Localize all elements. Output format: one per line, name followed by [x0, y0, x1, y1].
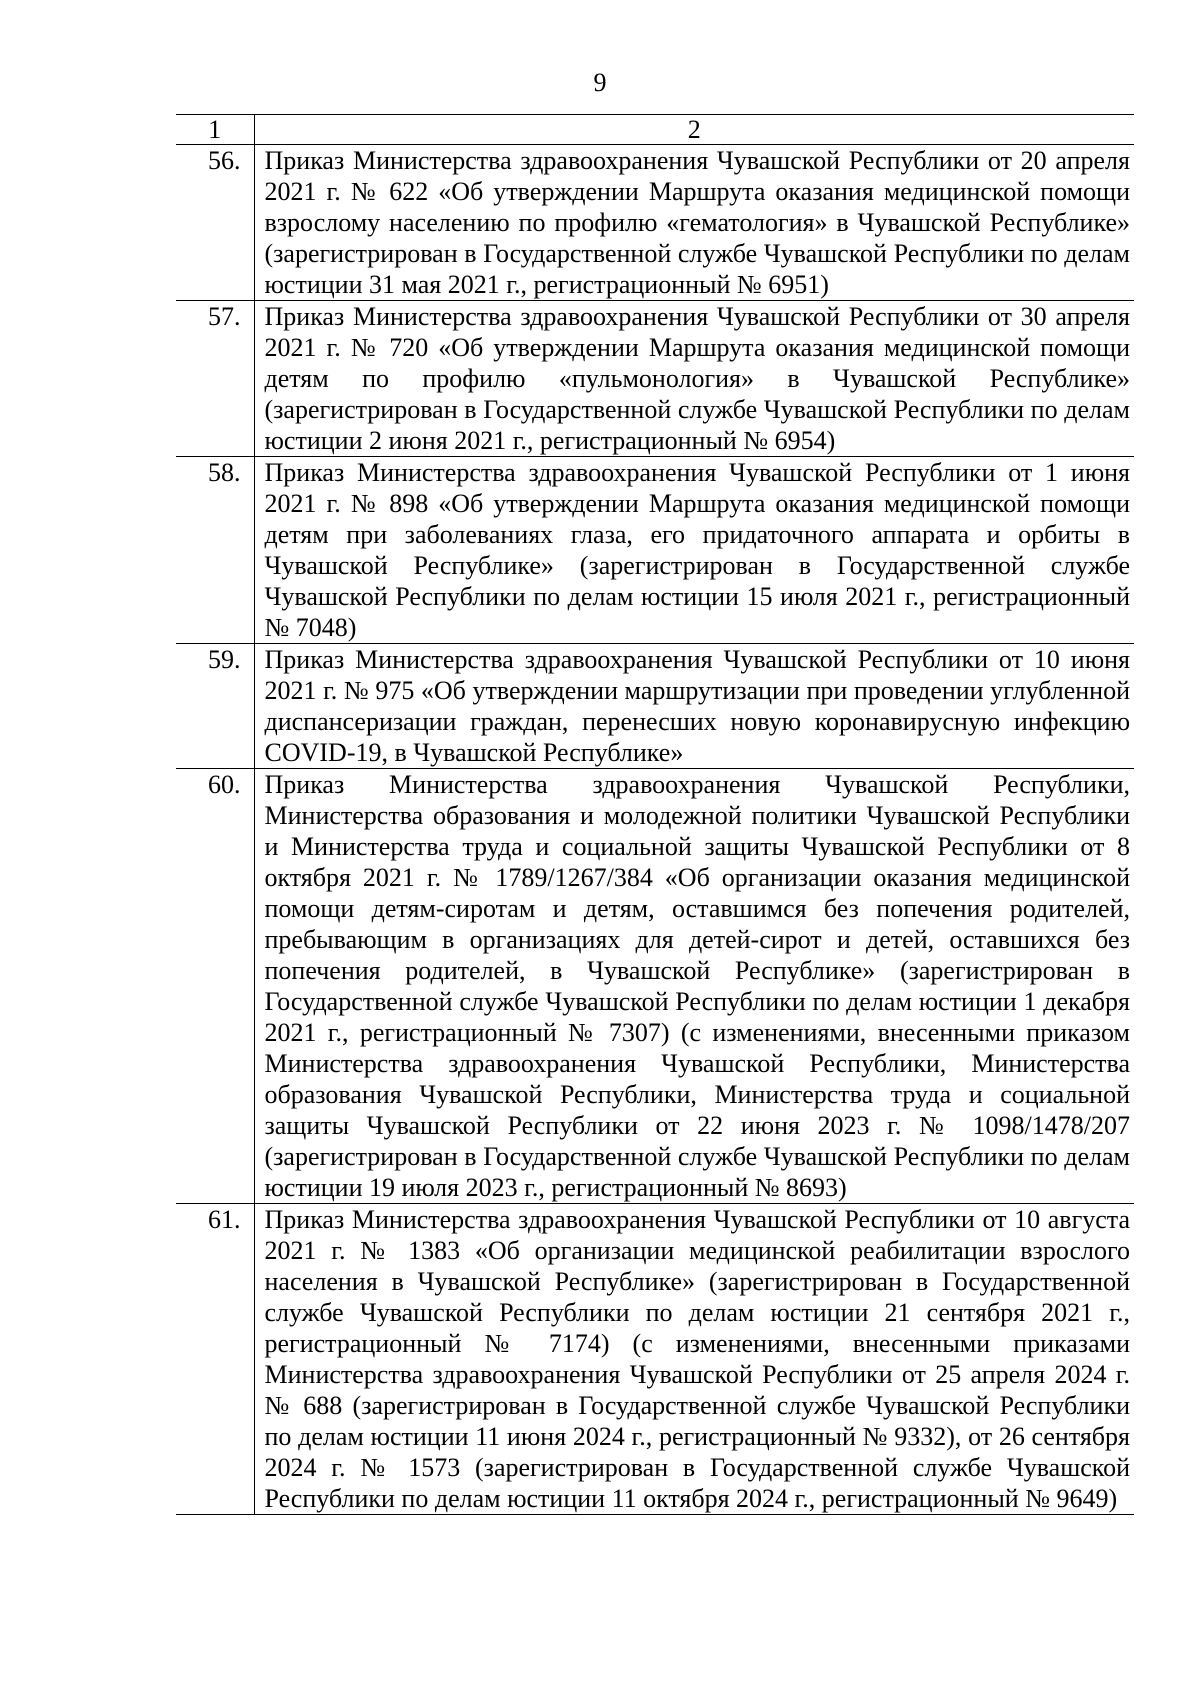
table-row [176, 301, 1134, 457]
row-text: Приказ Министерства здравоохранения Чувашской Республики от 30 апреля 2021 г. № 720 «Об утверждении Маршрута оказания медицинской помощи детям по профилю «пульмонология» в Чувашской Республике» (зарегистрирован в Государственной службе Чувашской Республики по делам юстиции 2 июня 2021 г., регистрационный № 6954) [254, 301, 1134, 457]
row-text: Приказ Министерства здравоохранения Чувашской Республики, Министерства образования и молодежной политики Чувашской Республики и Министерства труда и социальной защиты Чувашской Республики от 8 октября 2021 г. № 1789/1267/384 «Об организации оказания медицинской помощи детям-сиротам и детям, оставшимся без попечения родителей, пребывающим в организациях для детей-сирот и детей, оставшихся без попечения родителей, в Чувашской Республике» (зарегистрирован в Государственной службе Чувашской Республики по делам юстиции 1 декабря 2021 г., регистрационный № 7307) (с изменениями, внесенными приказом Министерства здравоохранения Чувашской Республики, Министерства образования Чувашской Республики, Министерства труда и социальной защиты Чувашской Республики от 22 июня 2023 г. № 1098/1478/207 (зарегистрирован в Государственной службе Чувашской Республики по делам юстиции 19 июля 2023 г., регистрационный № 8693) [254, 769, 1134, 1204]
row-number: 61. [176, 1204, 254, 1515]
page-number: 9 [593, 68, 607, 97]
row-text: Приказ Министерства здравоохранения Чувашской Республики от 10 августа 2021 г. № 1383 «Об организации медицинской реабилитации взрослого населения в Чувашской Республике» (зарегистрирован в Государственной службе Чувашской Республики по делам юстиции 21 сентября 2021 г., регистрационный № 7174) (с изменениями, внесенными приказами Министерства здравоохранения Чувашской Республики от 25 апреля 2024 г. № 688 (зарегистрирован в Государственной службе Чувашской Республики по делам юстиции 11 июня 2024 г., регистрационный № 9332), от 26 сентября 2024 г. № 1573 (зарегистрирован в Государственной службе Чувашской Республики по делам юстиции 11 октября 2024 г., регистрационный № 9649) [254, 1204, 1134, 1515]
table-row [176, 1204, 1134, 1515]
table-row [176, 769, 1134, 1204]
document-table [176, 114, 1134, 1515]
row-number: 58. [176, 457, 254, 644]
row-number: 60. [176, 769, 254, 1204]
table-row [176, 145, 1134, 301]
column-header-number: 1 [176, 115, 254, 145]
column-header-text: 2 [254, 115, 1134, 145]
row-number: 56. [176, 145, 254, 301]
table-header-row [176, 115, 1134, 145]
row-text: Приказ Министерства здравоохранения Чувашской Республики от 10 июня 2021 г. № 975 «Об утверждении маршрутизации при проведении углубленной диспансеризации граждан, перенесших новую коронавирусную инфекцию COVID-19, в Чувашской Республике» [254, 644, 1134, 769]
row-number: 59. [176, 644, 254, 769]
table-row [176, 644, 1134, 769]
row-text: Приказ Министерства здравоохранения Чувашской Республики от 20 апреля 2021 г. № 622 «Об утверждении Маршрута оказания медицинской помощи взрослому населению по профилю «гематология» в Чувашской Республике» (зарегистрирован в Государственной службе Чувашской Республики по делам юстиции 31 мая 2021 г., регистрационный № 6951) [254, 145, 1134, 301]
table-row [176, 457, 1134, 644]
row-text: Приказ Министерства здравоохранения Чувашской Республики от 1 июня 2021 г. № 898 «Об утверждении Маршрута оказания медицинской помощи детям при заболеваниях глаза, его придаточного аппарата и орбиты в Чувашской Республике» (зарегистрирован в Государственной службе Чувашской Республики по делам юстиции 15 июля 2021 г., регистрационный № 7048) [254, 457, 1134, 644]
row-number: 57. [176, 301, 254, 457]
